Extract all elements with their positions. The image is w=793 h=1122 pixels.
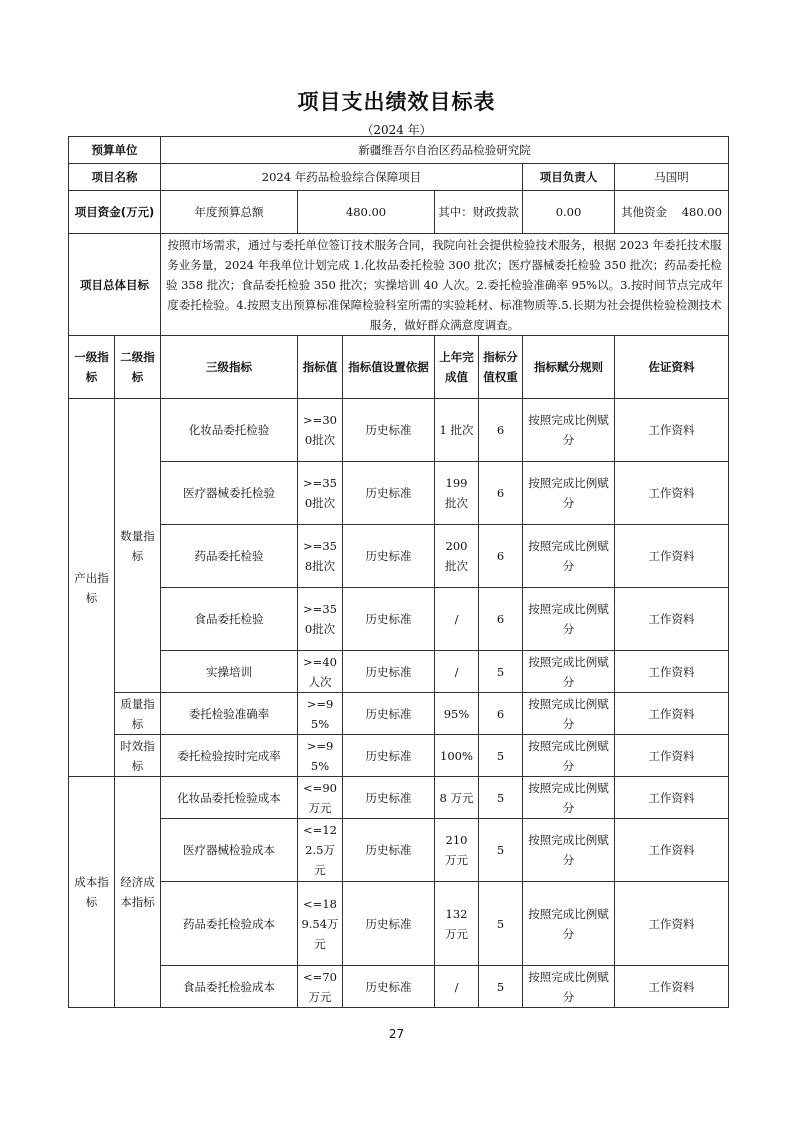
header-level1: 一级指标 — [69, 336, 115, 399]
row-proof: 工作资料 — [615, 588, 729, 651]
row-name: 化妆品委托检验 — [161, 399, 298, 462]
row-name: 实操培训 — [161, 651, 298, 693]
year-label: （2024 年） — [361, 123, 432, 137]
row-name: 医疗器械检验成本 — [161, 819, 298, 882]
table-row — [69, 588, 729, 651]
row-rule: 按照完成比例赋分 — [523, 462, 615, 525]
row-name: 医疗器械委托检验 — [161, 462, 298, 525]
annual-budget-label: 年度预算总额 — [161, 191, 298, 234]
row-basis: 历史标准 — [343, 777, 435, 819]
row-value: <=122.5万元 — [298, 819, 343, 882]
row-last: 95% — [435, 693, 479, 735]
overall-goal-label: 项目总体目标 — [69, 234, 161, 336]
row-basis: 历史标准 — [343, 966, 435, 1008]
row-proof: 工作资料 — [615, 651, 729, 693]
row-value: >=95% — [298, 693, 343, 735]
other-funds-value-cell — [615, 191, 729, 234]
annual-budget-value: 480.00 — [298, 191, 435, 234]
table-row — [69, 966, 729, 1008]
row-rule: 按照完成比例赋分 — [523, 777, 615, 819]
budget-unit-value: 新疆维吾尔自治区药品检验研究院 — [161, 137, 729, 164]
row-basis: 历史标准 — [343, 525, 435, 588]
row-proof: 工作资料 — [615, 399, 729, 462]
row-rule: 按照完成比例赋分 — [523, 588, 615, 651]
header-rule: 指标赋分规则 — [523, 336, 615, 399]
group-quantity: 数量指标 — [115, 399, 161, 693]
row-name: 药品委托检验成本 — [161, 882, 298, 966]
row-last: 1 批次 — [435, 399, 479, 462]
header-proof: 佐证资料 — [615, 336, 729, 399]
header-weight: 指标分值权重 — [479, 336, 523, 399]
fiscal-value: 0.00 — [523, 191, 615, 234]
row-rule: 按照完成比例赋分 — [523, 693, 615, 735]
row-last: / — [435, 651, 479, 693]
row-value: >=300批次 — [298, 399, 343, 462]
row-basis: 历史标准 — [343, 693, 435, 735]
row-value: <=70万元 — [298, 966, 343, 1008]
group-timeliness: 时效指标 — [115, 735, 161, 777]
row-basis: 历史标准 — [343, 882, 435, 966]
row-rule: 按照完成比例赋分 — [523, 399, 615, 462]
group-output: 产出指标 — [69, 399, 115, 777]
table-row — [69, 693, 729, 735]
row-rule: 按照完成比例赋分 — [523, 966, 615, 1008]
row-value: >=95% — [298, 735, 343, 777]
row-last: 200 批次 — [435, 525, 479, 588]
row-weight: 5 — [479, 882, 523, 966]
project-leader-label: 项目负责人 — [523, 164, 615, 191]
project-name-value: 2024 年药品检验综合保障项目 — [161, 164, 523, 191]
row-value: >=40人次 — [298, 651, 343, 693]
row-weight: 6 — [479, 693, 523, 735]
row-weight: 5 — [479, 777, 523, 819]
row-value: >=358批次 — [298, 525, 343, 588]
table-row — [69, 399, 729, 462]
other-funds-value: 480.00 — [681, 205, 722, 219]
table-row — [69, 819, 729, 882]
project-name-label: 项目名称 — [69, 164, 161, 191]
table-row — [69, 777, 729, 819]
row-rule: 按照完成比例赋分 — [523, 735, 615, 777]
row-proof: 工作资料 — [615, 777, 729, 819]
header-level3: 三级指标 — [161, 336, 298, 399]
header-value: 指标值 — [298, 336, 343, 399]
row-basis: 历史标准 — [343, 399, 435, 462]
row-proof: 工作资料 — [615, 462, 729, 525]
row-name: 委托检验按时完成率 — [161, 735, 298, 777]
row-value: >=350批次 — [298, 588, 343, 651]
other-funds-label: 其他资金 — [621, 205, 668, 219]
row-basis: 历史标准 — [343, 651, 435, 693]
group-quality: 质量指标 — [115, 693, 161, 735]
group-economic: 经济成本指标 — [115, 777, 161, 1008]
row-name: 委托检验准确率 — [161, 693, 298, 735]
row-weight: 6 — [479, 525, 523, 588]
overall-goal-text: 按照市场需求，通过与委托单位签订技术服务合同，我院向社会提供检验技术服务，根据 2023 年委托技术服务业务量，2024 年我单位计划完成 1.化妆品委托检验 300 批次；医疗器械委托检验 350 批次；药品委托检验 358 批次；食品委托检验 350 批次；实操培训 40 人次。2.委托检验准确率 95%以。3.按时间节点完成年度委托检验。4.按照支出预算标准保障检验科室所需的实验耗材、标准物质等.5.长期为社会提供检验检测技术服务，做好群众满意度调查。 — [161, 234, 729, 336]
row-proof: 工作资料 — [615, 525, 729, 588]
table-row — [69, 525, 729, 588]
page-title: 项目支出绩效目标表 — [297, 90, 496, 114]
row-last: / — [435, 966, 479, 1008]
table-row — [69, 462, 729, 525]
table-row — [69, 651, 729, 693]
row-last: 132 万元 — [435, 882, 479, 966]
row-weight: 5 — [479, 819, 523, 882]
row-value: <=189.54万元 — [298, 882, 343, 966]
row-proof: 工作资料 — [615, 819, 729, 882]
row-name: 药品委托检验 — [161, 525, 298, 588]
budget-unit-label: 预算单位 — [69, 137, 161, 164]
row-name: 化妆品委托检验成本 — [161, 777, 298, 819]
row-basis: 历史标准 — [343, 735, 435, 777]
page-number: 27 — [388, 1027, 405, 1041]
row-last: 210 万元 — [435, 819, 479, 882]
row-weight: 6 — [479, 462, 523, 525]
row-last: 100% — [435, 735, 479, 777]
row-weight: 6 — [479, 588, 523, 651]
row-basis: 历史标准 — [343, 819, 435, 882]
row-rule: 按照完成比例赋分 — [523, 651, 615, 693]
table-row — [69, 882, 729, 966]
row-value: <=90万元 — [298, 777, 343, 819]
row-proof: 工作资料 — [615, 735, 729, 777]
funds-label: 项目资金(万元) — [69, 191, 161, 234]
table-row — [69, 735, 729, 777]
row-name: 食品委托检验成本 — [161, 966, 298, 1008]
row-last: 8 万元 — [435, 777, 479, 819]
project-leader-value: 马国明 — [615, 164, 729, 191]
row-basis: 历史标准 — [343, 588, 435, 651]
header-last-year: 上年完成值 — [435, 336, 479, 399]
row-last: / — [435, 588, 479, 651]
row-rule: 按照完成比例赋分 — [523, 819, 615, 882]
row-basis: 历史标准 — [343, 462, 435, 525]
row-rule: 按照完成比例赋分 — [523, 525, 615, 588]
row-weight: 5 — [479, 966, 523, 1008]
row-proof: 工作资料 — [615, 693, 729, 735]
row-rule: 按照完成比例赋分 — [523, 882, 615, 966]
row-weight: 6 — [479, 399, 523, 462]
row-value: >=350批次 — [298, 462, 343, 525]
performance-table — [68, 136, 729, 1008]
group-cost: 成本指标 — [69, 777, 115, 1008]
row-weight: 5 — [479, 651, 523, 693]
row-proof: 工作资料 — [615, 882, 729, 966]
header-basis: 指标值设置依据 — [343, 336, 435, 399]
row-name: 食品委托检验 — [161, 588, 298, 651]
row-proof: 工作资料 — [615, 966, 729, 1008]
row-weight: 5 — [479, 735, 523, 777]
row-last: 199 批次 — [435, 462, 479, 525]
header-level2: 二级指标 — [115, 336, 161, 399]
fiscal-label: 其中：财政拨款 — [435, 191, 523, 234]
